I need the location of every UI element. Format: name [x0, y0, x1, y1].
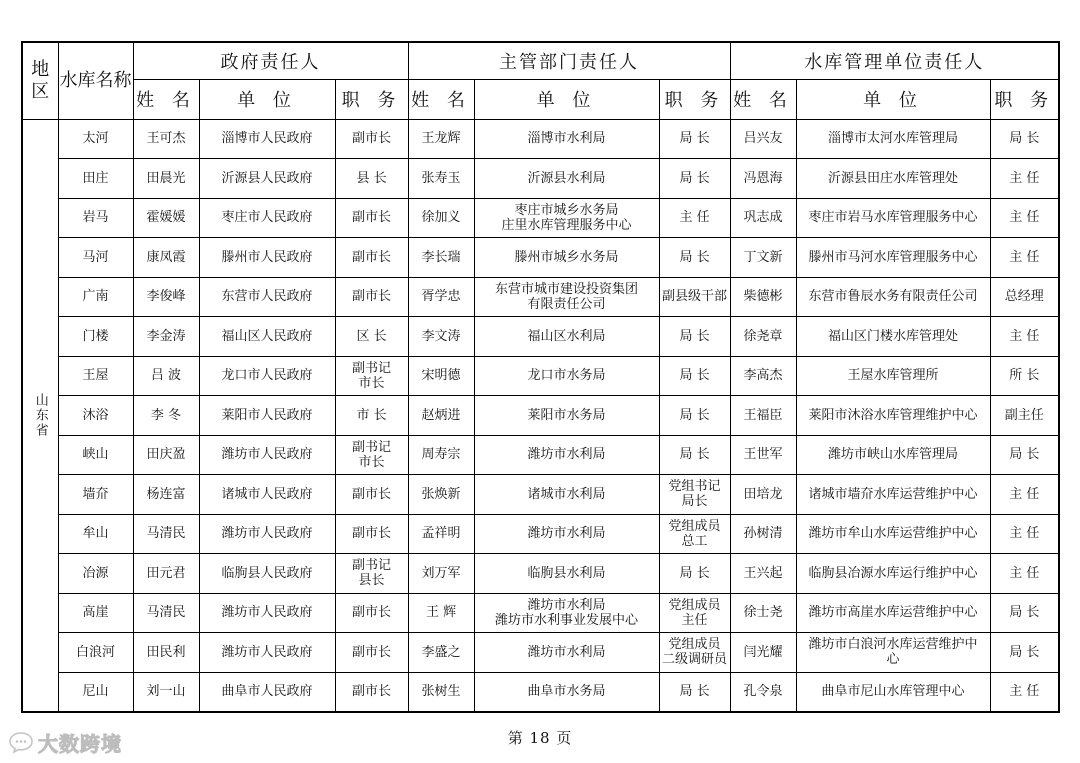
gov-unit-cell: 潍坊市人民政府: [199, 514, 335, 554]
reservoir-name-cell: 田庄: [58, 159, 133, 199]
mgr-unit-cell: 潍坊市峡山水库管理局: [796, 435, 990, 475]
mgr-position-cell: 主 任: [990, 475, 1059, 515]
dept-position-cell: 局 长: [659, 159, 730, 199]
mgr-name-cell: 丁文新: [730, 238, 796, 278]
gov-name-cell: 田晨光: [133, 159, 199, 199]
dept-position-cell: 党组成员 总工: [659, 514, 730, 554]
dept-position-cell: 党组成员 二级调研员: [659, 633, 730, 673]
table-row: [22, 277, 1059, 317]
dept-position-cell: 局 长: [659, 396, 730, 436]
reservoir-name-cell: 广南: [58, 277, 133, 317]
dept-position-cell: 局 长: [659, 119, 730, 159]
dept-name-cell: 刘万军: [408, 554, 474, 594]
gov-position-cell: 副市长: [335, 514, 408, 554]
gov-name-cell: 康凤霞: [133, 238, 199, 278]
mgr-position-cell: 局 长: [990, 593, 1059, 633]
table-row: [22, 435, 1059, 475]
gov-position-cell: 副市长: [335, 119, 408, 159]
table-row: [22, 356, 1059, 396]
dept-unit-cell: 莱阳市水务局: [474, 396, 659, 436]
dept-name-cell: 李长瑞: [408, 238, 474, 278]
dept-position-cell: 局 长: [659, 238, 730, 278]
table-row: [22, 554, 1059, 594]
dept-unit-cell: 滕州市城乡水务局: [474, 238, 659, 278]
reservoir-name-cell: 墙夼: [58, 475, 133, 515]
mgr-position-cell: 主 任: [990, 317, 1059, 357]
gov-name-cell: 马清民: [133, 593, 199, 633]
header-reservoir-name: [58, 42, 133, 119]
gov-position-cell: 副市长: [335, 475, 408, 515]
gov-position-cell: 副书记 市长: [335, 435, 408, 475]
mgr-name-cell: 王世军: [730, 435, 796, 475]
header-mgr-group: 水库管理单位责任人: [730, 42, 1059, 79]
mgr-name-cell: 李高杰: [730, 356, 796, 396]
table-row: [22, 396, 1059, 436]
gov-position-cell: 区 长: [335, 317, 408, 357]
reservoir-name-cell: 冶源: [58, 554, 133, 594]
gov-unit-cell: 曲阜市人民政府: [199, 672, 335, 712]
mgr-name-cell: 田培龙: [730, 475, 796, 515]
reservoir-name-cell: 峡山: [58, 435, 133, 475]
dept-unit-cell: 福山区水利局: [474, 317, 659, 357]
mgr-unit-cell: 淄博市太河水库管理局: [796, 119, 990, 159]
reservoir-name-cell: 太河: [58, 119, 133, 159]
dept-position-cell: 党组成员 主任: [659, 593, 730, 633]
gov-unit-cell: 潍坊市人民政府: [199, 435, 335, 475]
mgr-position-cell: 主 任: [990, 672, 1059, 712]
mgr-name-cell: 孔令泉: [730, 672, 796, 712]
header-mgr-unit: 单 位: [796, 79, 990, 119]
reservoir-name-cell: 门楼: [58, 317, 133, 357]
watermark-text: 大数跨境: [38, 731, 122, 756]
dept-name-cell: 张寿玉: [408, 159, 474, 199]
gov-unit-cell: 东营市人民政府: [199, 277, 335, 317]
gov-unit-cell: 潍坊市人民政府: [199, 633, 335, 673]
region-cell: 山东省: [22, 119, 58, 712]
mgr-position-cell: 主 任: [990, 554, 1059, 594]
table-row: [22, 475, 1059, 515]
dept-name-cell: 张树生: [408, 672, 474, 712]
mgr-position-cell: 局 长: [990, 119, 1059, 159]
dept-name-cell: 周寿宗: [408, 435, 474, 475]
gov-unit-cell: 潍坊市人民政府: [199, 593, 335, 633]
gov-unit-cell: 福山区人民政府: [199, 317, 335, 357]
mgr-position-cell: 主 任: [990, 198, 1059, 238]
dept-unit-cell: 潍坊市水利局 潍坊市水利事业发展中心: [474, 593, 659, 633]
mgr-unit-cell: 滕州市马河水库管理服务中心: [796, 238, 990, 278]
dept-position-cell: 主 任: [659, 198, 730, 238]
header-gov-unit: 单 位: [199, 79, 335, 119]
table-row: [22, 119, 1059, 159]
mgr-position-cell: 主 任: [990, 238, 1059, 278]
gov-position-cell: 副书记 市长: [335, 356, 408, 396]
table-row: [22, 593, 1059, 633]
header-dept-name: 姓 名: [408, 79, 474, 119]
gov-position-cell: 副市长: [335, 633, 408, 673]
gov-name-cell: 杨连富: [133, 475, 199, 515]
mgr-position-cell: 局 长: [990, 633, 1059, 673]
dept-name-cell: 王 辉: [408, 593, 474, 633]
gov-position-cell: 副市长: [335, 238, 408, 278]
mgr-unit-cell: 曲阜市尼山水库管理中心: [796, 672, 990, 712]
mgr-name-cell: 吕兴友: [730, 119, 796, 159]
gov-position-cell: 副市长: [335, 593, 408, 633]
reservoir-name-cell: 沐浴: [58, 396, 133, 436]
gov-unit-cell: 龙口市人民政府: [199, 356, 335, 396]
mgr-name-cell: 冯恩海: [730, 159, 796, 199]
mgr-name-cell: 王福臣: [730, 396, 796, 436]
dept-position-cell: 局 长: [659, 554, 730, 594]
gov-name-cell: 霍媛媛: [133, 198, 199, 238]
mgr-unit-cell: 潍坊市牟山水库运营维护中心: [796, 514, 990, 554]
gov-name-cell: 马清民: [133, 514, 199, 554]
mgr-name-cell: 孙树清: [730, 514, 796, 554]
header-mgr-name: 姓 名: [730, 79, 796, 119]
gov-unit-cell: 枣庄市人民政府: [199, 198, 335, 238]
gov-name-cell: 田元君: [133, 554, 199, 594]
gov-position-cell: 副市长: [335, 277, 408, 317]
gov-name-cell: 李 冬: [133, 396, 199, 436]
dept-position-cell: 局 长: [659, 435, 730, 475]
header-dept-unit: 单 位: [474, 79, 659, 119]
gov-position-cell: 县 长: [335, 159, 408, 199]
dept-unit-cell: 潍坊市水利局: [474, 435, 659, 475]
dept-position-cell: 局 长: [659, 317, 730, 357]
mgr-name-cell: 徐尧章: [730, 317, 796, 357]
dept-name-cell: 王龙辉: [408, 119, 474, 159]
header-dept-group: 主管部门责任人: [408, 42, 730, 79]
mgr-unit-cell: 莱阳市沐浴水库管理维护中心: [796, 396, 990, 436]
gov-name-cell: 田庆盈: [133, 435, 199, 475]
table-row: [22, 514, 1059, 554]
dept-unit-cell: 潍坊市水利局: [474, 514, 659, 554]
mgr-unit-cell: 潍坊市高崖水库运营维护中心: [796, 593, 990, 633]
mgr-unit-cell: 枣庄市岩马水库管理服务中心: [796, 198, 990, 238]
mgr-unit-cell: 东营市鲁辰水务有限责任公司: [796, 277, 990, 317]
reservoir-name-cell: 高崖: [58, 593, 133, 633]
header-region-text: 地区: [31, 58, 50, 102]
dept-name-cell: 孟祥明: [408, 514, 474, 554]
header-region: [22, 42, 58, 119]
reservoir-name-cell: 牟山: [58, 514, 133, 554]
dept-unit-cell: 潍坊市水利局: [474, 633, 659, 673]
table-body: [22, 119, 1059, 712]
mgr-position-cell: 总经理: [990, 277, 1059, 317]
header-dept-position: 职 务: [659, 79, 730, 119]
dept-unit-cell: 淄博市水利局: [474, 119, 659, 159]
mgr-unit-cell: 王屋水库管理所: [796, 356, 990, 396]
mgr-name-cell: 闫光耀: [730, 633, 796, 673]
reservoir-name-cell: 马河: [58, 238, 133, 278]
dept-name-cell: 宋明德: [408, 356, 474, 396]
gov-unit-cell: 淄博市人民政府: [199, 119, 335, 159]
mgr-position-cell: 所 长: [990, 356, 1059, 396]
table-row: [22, 633, 1059, 673]
gov-name-cell: 田民利: [133, 633, 199, 673]
table-row: [22, 672, 1059, 712]
dept-position-cell: 党组书记 局长: [659, 475, 730, 515]
gov-position-cell: 副书记 县长: [335, 554, 408, 594]
gov-name-cell: 刘一山: [133, 672, 199, 712]
header-reservoir-name-text: 水库名称: [59, 69, 132, 91]
reservoir-name-cell: 王屋: [58, 356, 133, 396]
dept-name-cell: 李盛之: [408, 633, 474, 673]
gov-unit-cell: 沂源县人民政府: [199, 159, 335, 199]
mgr-name-cell: 巩志成: [730, 198, 796, 238]
table-row: [22, 198, 1059, 238]
table-row: [22, 159, 1059, 199]
gov-unit-cell: 诸城市人民政府: [199, 475, 335, 515]
dept-unit-cell: 东营市城市建设投资集团 有限责任公司: [474, 277, 659, 317]
dept-name-cell: 胥学忠: [408, 277, 474, 317]
gov-unit-cell: 莱阳市人民政府: [199, 396, 335, 436]
header-row-top: [22, 42, 1059, 79]
dept-position-cell: 副县级干部: [659, 277, 730, 317]
dept-name-cell: 李文涛: [408, 317, 474, 357]
mgr-position-cell: 局 长: [990, 435, 1059, 475]
mgr-position-cell: 主 任: [990, 514, 1059, 554]
gov-unit-cell: 滕州市人民政府: [199, 238, 335, 278]
table-row: [22, 317, 1059, 357]
dept-unit-cell: 枣庄市城乡水务局 庄里水库管理服务中心: [474, 198, 659, 238]
header-gov-name: 姓 名: [133, 79, 199, 119]
mgr-unit-cell: 潍坊市白浪河水库运营维护中 心: [796, 633, 990, 673]
dept-name-cell: 徐加义: [408, 198, 474, 238]
reservoir-name-cell: 白浪河: [58, 633, 133, 673]
header-mgr-position: 职 务: [990, 79, 1059, 119]
gov-name-cell: 李俊峰: [133, 277, 199, 317]
dept-position-cell: 局 长: [659, 672, 730, 712]
dept-position-cell: 局 长: [659, 356, 730, 396]
reservoir-name-cell: 岩马: [58, 198, 133, 238]
table-row: [22, 238, 1059, 278]
gov-name-cell: 王可杰: [133, 119, 199, 159]
mgr-unit-cell: 福山区门楼水库管理处: [796, 317, 990, 357]
reservoir-name-cell: 尼山: [58, 672, 133, 712]
mgr-unit-cell: 诸城市墙夼水库运营维护中心: [796, 475, 990, 515]
gov-position-cell: 市 长: [335, 396, 408, 436]
header-gov-group: 政府责任人: [133, 42, 408, 79]
responsibility-table: [21, 41, 1060, 713]
dept-unit-cell: 诸城市水利局: [474, 475, 659, 515]
mgr-unit-cell: 临朐县冶源水库运行维护中心: [796, 554, 990, 594]
header-row-sub: [22, 79, 1059, 119]
mgr-name-cell: 柴德彬: [730, 277, 796, 317]
dept-unit-cell: 沂源县水利局: [474, 159, 659, 199]
gov-unit-cell: 临朐县人民政府: [199, 554, 335, 594]
gov-name-cell: 李金涛: [133, 317, 199, 357]
page-number: 第 18 页: [507, 729, 573, 747]
gov-name-cell: 吕 波: [133, 356, 199, 396]
mgr-position-cell: 主 任: [990, 159, 1059, 199]
dept-name-cell: 张焕新: [408, 475, 474, 515]
mgr-name-cell: 王兴起: [730, 554, 796, 594]
mgr-position-cell: 副主任: [990, 396, 1059, 436]
dept-unit-cell: 龙口市水务局: [474, 356, 659, 396]
gov-position-cell: 副市长: [335, 198, 408, 238]
gov-position-cell: 副市长: [335, 672, 408, 712]
dept-unit-cell: 临朐县水利局: [474, 554, 659, 594]
dept-unit-cell: 曲阜市水务局: [474, 672, 659, 712]
header-gov-position: 职 务: [335, 79, 408, 119]
mgr-unit-cell: 沂源县田庄水库管理处: [796, 159, 990, 199]
mgr-name-cell: 徐士尧: [730, 593, 796, 633]
dept-name-cell: 赵炳进: [408, 396, 474, 436]
